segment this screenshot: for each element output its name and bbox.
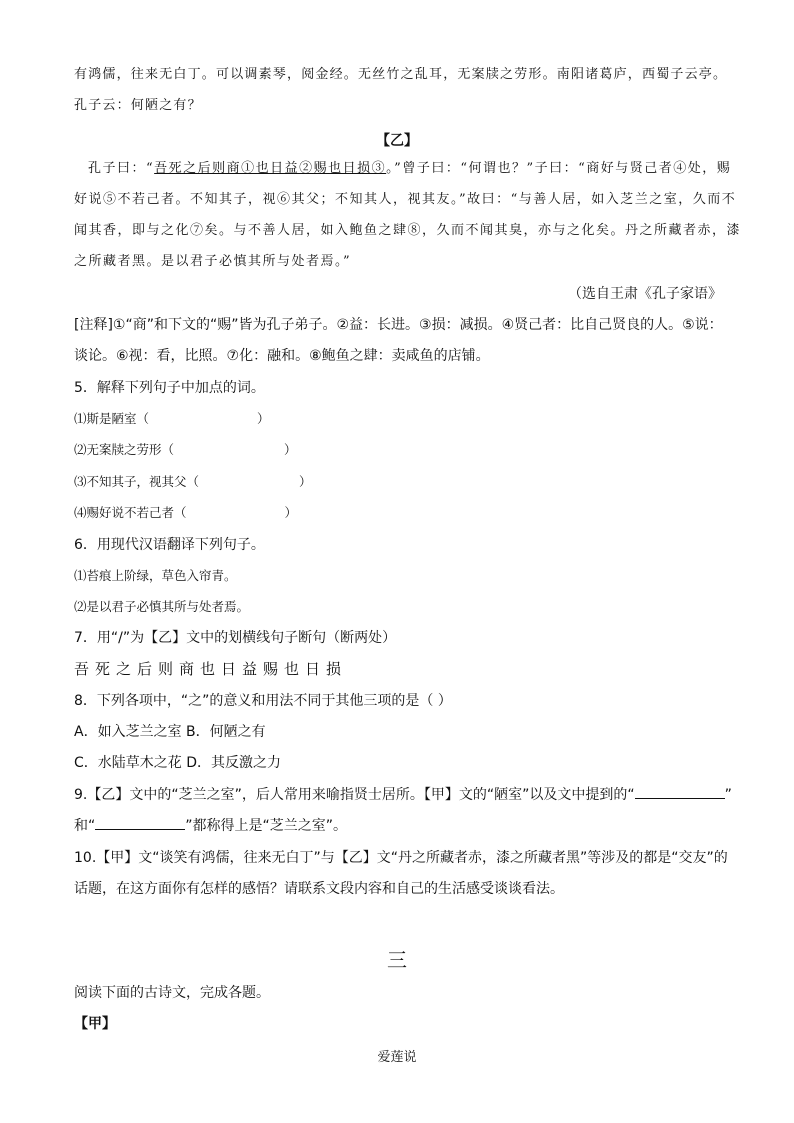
q8-options: C．水陆草木之花 D．其反激之力: [74, 755, 282, 771]
section-label-jia: 【甲】: [74, 1016, 116, 1032]
close-paren: ）: [299, 474, 312, 489]
text-span: 孔子曰：“: [88, 161, 155, 176]
question-8: 8．下列各项中，“之”的意义和用法不同于其他三项的是（ ）: [74, 693, 452, 709]
section-heading-three: 三: [387, 948, 407, 972]
q5-item-text: ⑵无案牍之劳形（: [74, 442, 175, 457]
q7-sentence: 吾死之后则商也日益赐也日损: [74, 660, 348, 678]
q8-options: A．如入芝兰之室 B．何陋之有: [74, 724, 266, 740]
close-paren: ）: [284, 505, 298, 520]
q9-text: 9.【乙】文中的“芝兰之室”，后人常用来喻指贤士居所。【甲】文的“陋室”以及文中提到的“: [74, 787, 635, 803]
answer-blank[interactable]: [635, 786, 725, 799]
question-9-cont: [74, 817, 347, 835]
source-citation: （选自王肃《孔子家语》: [568, 286, 722, 302]
section-heading-yi: 【乙】: [376, 133, 418, 149]
notes-line: [注释]①“商”和下文的“赐”皆为孔子弟子。②益：长进。③损：减损。④贤己者：比自己贤良的人。⑤说：: [74, 317, 723, 333]
underlined-sentence: 吾死之后则商①也日益②赐也日损③: [154, 161, 387, 176]
q9-text: ”: [724, 787, 732, 803]
answer-blank[interactable]: [95, 817, 185, 830]
passage-line: [88, 160, 731, 178]
q5-item: [74, 504, 297, 522]
question-5: 5．解释下列句子中加点的词。: [74, 380, 265, 396]
question-6: 6．用现代汉语翻译下列句子。: [74, 537, 265, 553]
close-paren: ）: [257, 411, 270, 426]
q9-text: ”都称得上是“芝兰之室”。: [185, 818, 348, 834]
q9-text: 和“: [74, 818, 96, 834]
q5-item: [74, 473, 312, 491]
passage-line: 有鸿儒，往来无白丁。可以调素琴，阅金经。无丝竹之乱耳，无案牍之劳形。南阳诸葛庐，西蜀子云亭。: [74, 67, 728, 82]
text-span: 。”曾子曰：“何谓也？”子曰：“商好与贤己者④处，赐: [386, 161, 732, 176]
passage-line: 孔子云：何陋之有？: [74, 98, 202, 113]
close-paren: ）: [284, 442, 297, 457]
instruction: 阅读下面的古诗文，完成各题。: [74, 985, 270, 1001]
question-10: 10.【甲】文“谈笑有鸿儒，往来无白丁”与【乙】文“丹之所藏者赤，漆之所藏者黑”等涉及的都是“交友”的: [74, 850, 728, 866]
question-7: 7．用“/”为【乙】文中的划横线句子断句（断两处）: [74, 630, 397, 646]
passage-line: 之所藏者黑。是以君子必慎其所与处者焉。”: [74, 254, 352, 269]
poem-title: 爱莲说: [377, 1050, 417, 1065]
q5-item-text: ⑴斯是陋室（: [74, 411, 150, 426]
q5-item: [74, 441, 297, 459]
passage-line: 好说⑤不若己者。不知其子，视⑥其父；不知其人，视其友。”故曰：“与善人居，如入芝兰之室，久而不: [74, 192, 737, 207]
q6-item: ⑵是以君子必慎其所与处者焉。: [74, 599, 250, 614]
q6-item: ⑴苔痕上阶绿，草色入帘青。: [74, 568, 237, 583]
question-10-cont: 话题，在这方面你有怎样的感悟？请联系文段内容和自己的生活感受谈谈看法。: [74, 881, 564, 897]
notes-line: 谈论。⑥视：看，比照。⑦化：融和。⑧鲍鱼之肆：卖咸鱼的店铺。: [74, 348, 490, 364]
q5-item-text: ⑷赐好说不若己者（: [74, 505, 187, 520]
passage-line: 闻其香，即与之化⑦矣。与不善人居，如入鲍鱼之肆⑧，久而不闻其臭，亦与之化矣。丹之所藏者赤，漆: [74, 223, 742, 238]
question-9: [74, 786, 732, 804]
q5-item: [74, 410, 270, 428]
q5-item-text: ⑶不知其子，视其父（: [74, 474, 200, 489]
